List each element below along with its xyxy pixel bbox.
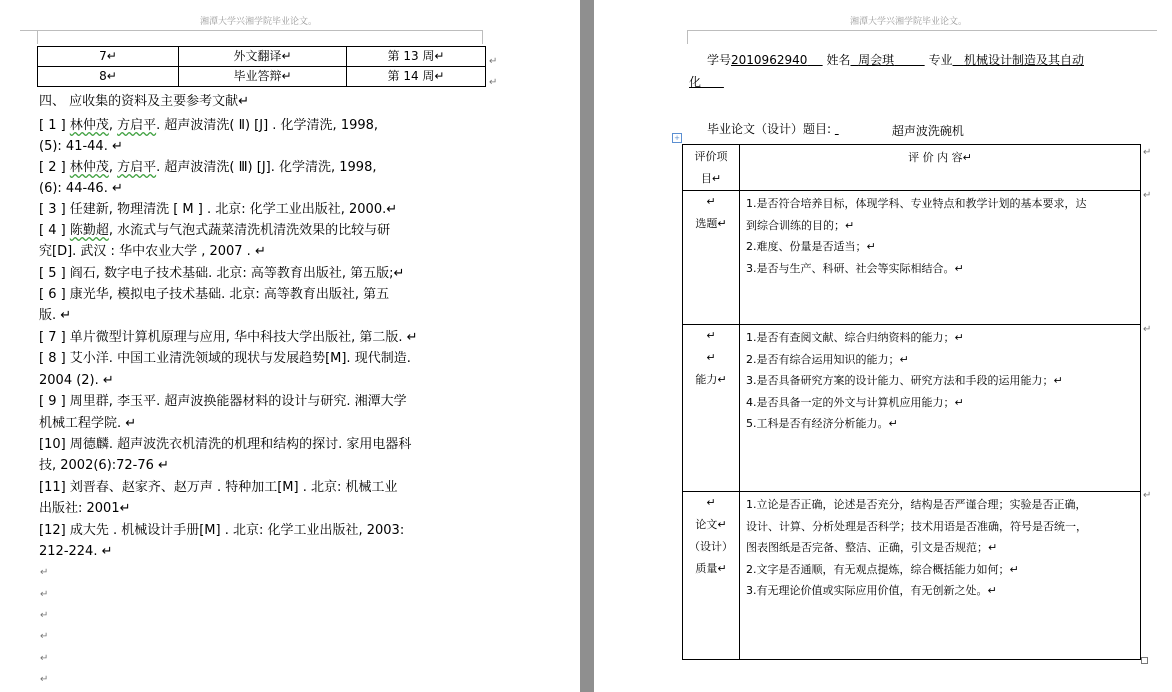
eval-header-item <box>683 145 740 191</box>
paragraph-mark: ↵ <box>40 610 49 621</box>
eval-header-content: 评 价 内 容↵ <box>740 145 1141 191</box>
reference-9-line-2: 机械工程学院. ↵ <box>39 416 137 431</box>
reference-8-line-2: 2004 (2). ↵ <box>39 373 114 388</box>
eval-header-item-text-2: 目↵ <box>700 172 722 185</box>
ref1-author2: 方启平 <box>117 118 157 133</box>
row-end-mark: ↵ <box>489 56 498 67</box>
evaluation-table <box>682 144 1141 660</box>
schedule-cell-task: 外文翻译↵ <box>179 47 347 67</box>
reference-7: [ 7 ] 单片微型计算机原理与应用, 华中科技大学出版社, 第二版. ↵ <box>39 330 418 345</box>
reference-4-line-1: [ 4 ] 陈勤超, 水流式与气泡式蔬菜清洗机清洗效果的比较与研 <box>39 223 391 238</box>
paragraph-mark: ↵ <box>40 567 49 578</box>
row-end-mark: ↵ <box>1143 190 1152 201</box>
table-row <box>38 47 486 67</box>
document-page-left <box>0 0 580 692</box>
eval-item-line: 质量↵ <box>695 562 727 575</box>
student-id-label: 学号 <box>707 53 732 67</box>
criterion-line: 4.是否具备一定的外文与计算机应用能力；↵ <box>746 395 964 409</box>
paragraph-mark: ↵ <box>40 631 49 642</box>
ref1-authors: 林仲茂 <box>69 118 109 133</box>
reference-6-line-2: 版. ↵ <box>39 308 72 323</box>
eval-item-line: ↵ <box>706 195 716 208</box>
page-header-left: 湘潭大学兴湘学院毕业论文。 <box>200 17 318 27</box>
eval-criteria-quality <box>740 492 1141 660</box>
reference-11-line-2: 出版社: 2001↵ <box>39 501 131 516</box>
table-row <box>683 492 1141 660</box>
paragraph-mark: ↵ <box>40 653 49 664</box>
criterion-line: 2.难度、份量是否适当；↵ <box>746 240 876 253</box>
reference-10-line-2: 技, 2002(6):72-76 ↵ <box>39 458 169 473</box>
reference-2-line-1: [ 2 ] 林仲茂, 方启平. 超声波清洗( Ⅲ) [J]. 化学清洗, 1998, <box>39 160 377 175</box>
criterion-line: 图表图纸是否完备、整洁、正确，引文是否规范；↵ <box>746 541 998 554</box>
reference-5: [ 5 ] 阎石, 数字电子技术基础. 北京: 高等教育出版社, 第五版;↵ <box>39 266 405 281</box>
reference-2-line-2: (6): 44-46. ↵ <box>39 181 123 196</box>
references-heading: 四、 应收集的资料及主要参考文献↵ <box>39 94 250 109</box>
reference-12-line-1: [12] 成大先 . 机械设计手册[M] . 北京: 化学工业出版社, 2003: <box>39 523 405 538</box>
reference-4-line-2: 究[D]. 武汉 : 华中农业大学 , 2007 . ↵ <box>39 244 266 259</box>
underline-spacer <box>894 53 925 67</box>
reference-1-line-2: (5): 41-44. ↵ <box>39 139 123 154</box>
table-resize-handle[interactable] <box>1141 657 1148 664</box>
paragraph-mark: ↵ <box>40 589 49 600</box>
schedule-cell-no: 7↵ <box>38 47 179 67</box>
schedule-cell-no: 8↵ <box>38 67 179 87</box>
criterion-line: 5.工科是否有经济分析能力。↵ <box>746 417 898 430</box>
eval-header-item-text: 评价项 <box>694 150 728 163</box>
schedule-cell-week: 第 13 周↵ <box>347 47 486 67</box>
reference-10-line-1: [10] 周德麟. 超声波洗衣机清洗的机理和结构的探讨. 家用电器科 <box>39 437 412 452</box>
schedule-table <box>37 46 486 87</box>
criterion-line: 到综合训练的目的；↵ <box>746 218 855 232</box>
major-value-cont: 化 <box>689 75 702 89</box>
eval-item-ability <box>683 325 740 492</box>
eval-item-line: 选题↵ <box>695 217 727 230</box>
schedule-cell-week: 第 14 周↵ <box>347 67 486 87</box>
row-end-mark: ↵ <box>489 77 498 88</box>
student-name: 周会琪 <box>858 53 895 67</box>
criterion-line: 3.是否与生产、科研、社会等实际相结合。↵ <box>746 261 964 275</box>
criterion-line: 设计、计算、分析处理是否科学；技术用语是否准确，符号是否统一， <box>746 519 1087 533</box>
reference-3: [ 3 ] 任建新, 物理清洗 [ M ] . 北京: 化学工业出版社, 2000.↵ <box>39 202 398 217</box>
reference-12-line-2: 212-224. ↵ <box>39 544 113 559</box>
table-row <box>38 67 486 87</box>
page-gutter <box>580 0 594 692</box>
header-rule-right <box>687 30 1157 31</box>
underline-spacer <box>850 53 858 67</box>
underline-spacer <box>807 53 822 67</box>
paragraph-mark: ↵ <box>40 674 49 685</box>
eval-item-quality <box>683 492 740 660</box>
eval-item-line: 论文↵ <box>695 518 727 531</box>
eval-item-line: ↵ <box>706 496 716 509</box>
reference-6-line-1: [ 6 ] 康光华, 模拟电子技术基础. 北京: 高等教育出版社, 第五 <box>39 287 390 302</box>
ref2-author2: 方启平 <box>117 160 157 175</box>
table-move-handle[interactable]: + <box>672 133 682 143</box>
header-rule-left <box>20 30 483 31</box>
row-end-mark: ↵ <box>1143 324 1152 335</box>
criterion-line: 2.文字是否通顺，有无观点提炼，综合概括能力如何；↵ <box>746 562 1019 576</box>
student-info-line <box>707 51 1084 68</box>
eval-criteria-ability <box>740 325 1141 492</box>
ref4-author: 陈勤超 <box>69 223 109 238</box>
row-end-mark: ↵ <box>1143 147 1152 158</box>
criterion-line: 3.是否具备研究方案的设计能力、研究方法和手段的运用能力；↵ <box>746 374 1063 387</box>
student-name-label: 姓名 <box>826 53 851 67</box>
eval-item-line: ↵ <box>706 351 716 364</box>
criterion-line: 1.立论是否正确，论述是否充分，结构是否严谨合理；实验是否正确， <box>746 498 1087 511</box>
criterion-line: 3.有无理论价值或实际应用价值，有无创新之处。↵ <box>746 584 997 597</box>
reference-8-line-1: [ 8 ] 艾小洋. 中国工业清洗领域的现状与发展趋势[M]. 现代制造. <box>39 351 411 366</box>
criterion-line: 2.是否有综合运用知识的能力；↵ <box>746 352 909 366</box>
reference-11-line-1: [11] 刘晋春、赵家齐、赵万声 . 特种加工[M] . 北京: 机械工业 <box>39 480 398 495</box>
page-header-right: 湘潭大学兴湘学院毕业论文。 <box>850 17 968 27</box>
eval-item-line: 能力↵ <box>695 373 727 386</box>
eval-item-line: （设计） <box>689 540 733 553</box>
underline-spacer <box>953 53 964 67</box>
major-continued <box>689 73 724 90</box>
thesis-title-underline <box>835 122 1117 136</box>
row-end-mark: ↵ <box>1143 490 1152 501</box>
table-row <box>683 191 1141 325</box>
major-label: 专业 <box>928 53 953 67</box>
thesis-title: 超声波洗碗机 <box>891 124 964 138</box>
reference-1-line-1: [ 1 ] 林仲茂, 方启平. 超声波清洗( Ⅱ) [J] . 化学清洗, 1998, <box>39 118 379 133</box>
thesis-title-line <box>707 120 1117 137</box>
major-value: 机械设计制造及其自动 <box>963 53 1084 67</box>
eval-item-line: ↵ <box>706 329 716 342</box>
reference-9-line-1: [ 9 ] 周里群, 李玉平. 超声波换能器材料的设计与研究. 湘潭大学 <box>39 394 407 409</box>
student-id: 2010962940 <box>731 53 808 67</box>
table-row <box>683 145 1141 191</box>
eval-item-topic <box>683 191 740 325</box>
margin-corner-right <box>482 30 483 44</box>
eval-criteria-topic <box>740 191 1141 325</box>
criterion-line: 1.是否符合培养目标，体现学科、专业特点和教学计划的基本要求，达 <box>746 197 1087 210</box>
ref2-author1: 林仲茂 <box>69 160 109 175</box>
thesis-title-label: 毕业论文（设计）题目: <box>707 122 832 136</box>
margin-corner-right-page <box>687 30 688 44</box>
margin-corner-left <box>37 30 38 44</box>
underline-spacer <box>701 75 724 89</box>
criterion-line: 1.是否有查阅文献、综合归纳资料的能力；↵ <box>746 331 964 344</box>
table-row <box>683 325 1141 492</box>
schedule-cell-task: 毕业答辩↵ <box>179 67 347 87</box>
